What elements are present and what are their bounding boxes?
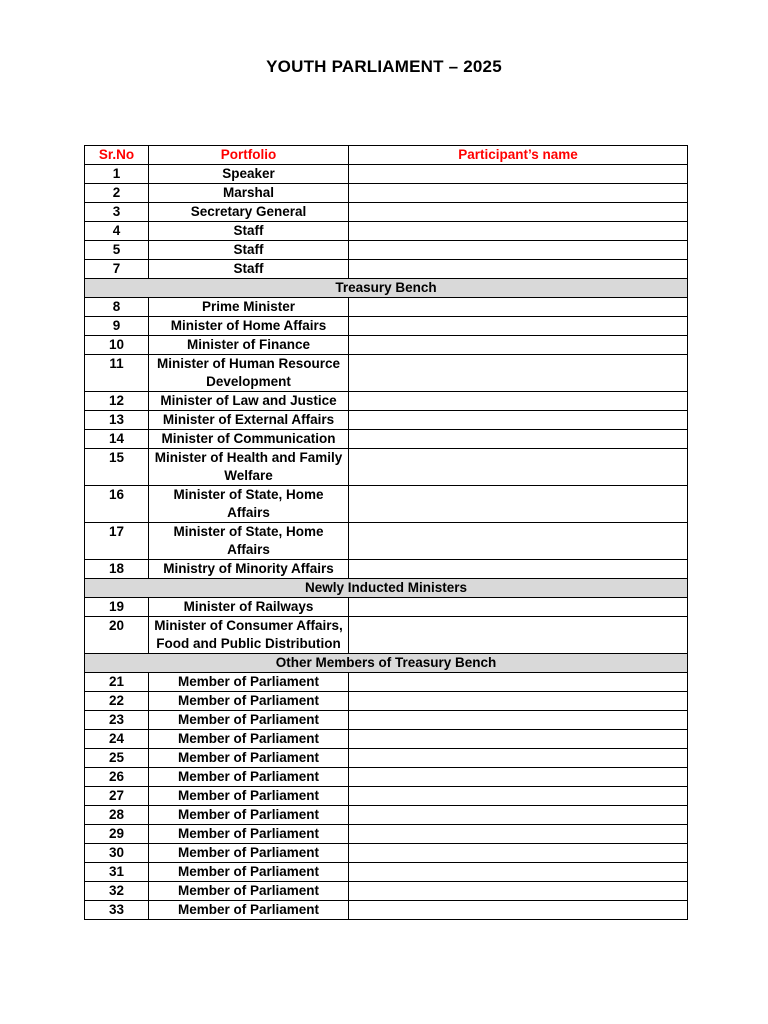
table-row <box>85 730 688 749</box>
table-row <box>85 355 688 392</box>
portfolio-cell: Member of Parliament <box>149 863 349 882</box>
participant-name-cell[interactable] <box>349 901 688 920</box>
participant-name-cell[interactable] <box>349 787 688 806</box>
header-portfolio: Portfolio <box>149 146 349 165</box>
sr-no-cell: 33 <box>85 901 149 920</box>
sr-no-cell: 23 <box>85 711 149 730</box>
sr-no-cell: 9 <box>85 317 149 336</box>
participant-name-cell[interactable] <box>349 806 688 825</box>
table-body <box>85 165 688 920</box>
participant-name-cell[interactable] <box>349 392 688 411</box>
portfolio-cell: Member of Parliament <box>149 730 349 749</box>
table-row <box>85 749 688 768</box>
portfolio-cell: Marshal <box>149 184 349 203</box>
portfolio-cell: Member of Parliament <box>149 673 349 692</box>
portfolio-cell: Member of Parliament <box>149 711 349 730</box>
portfolio-cell: Minister of Human Resource Development <box>149 355 349 392</box>
table-row <box>85 844 688 863</box>
sr-no-cell: 4 <box>85 222 149 241</box>
portfolio-cell: Member of Parliament <box>149 787 349 806</box>
table-row <box>85 392 688 411</box>
portfolio-cell: Minister of Communication <box>149 430 349 449</box>
participant-name-cell[interactable] <box>349 523 688 560</box>
table-row <box>85 222 688 241</box>
table-row <box>85 184 688 203</box>
participant-name-cell[interactable] <box>349 825 688 844</box>
participant-name-cell[interactable] <box>349 844 688 863</box>
sr-no-cell: 27 <box>85 787 149 806</box>
sr-no-cell: 22 <box>85 692 149 711</box>
header-sr-no: Sr.No <box>85 146 149 165</box>
table-row <box>85 241 688 260</box>
participant-name-cell[interactable] <box>349 430 688 449</box>
participant-name-cell[interactable] <box>349 165 688 184</box>
sr-no-cell: 18 <box>85 560 149 579</box>
table-row <box>85 673 688 692</box>
participant-name-cell[interactable] <box>349 617 688 654</box>
table-row <box>85 203 688 222</box>
portfolio-cell: Staff <box>149 260 349 279</box>
participant-name-cell[interactable] <box>349 486 688 523</box>
table-row <box>85 617 688 654</box>
sr-no-cell: 11 <box>85 355 149 392</box>
participant-name-cell[interactable] <box>349 184 688 203</box>
participant-name-cell[interactable] <box>349 560 688 579</box>
portfolio-cell: Member of Parliament <box>149 882 349 901</box>
sr-no-cell: 3 <box>85 203 149 222</box>
participant-name-cell[interactable] <box>349 298 688 317</box>
table-row <box>85 486 688 523</box>
table-row <box>85 806 688 825</box>
sr-no-cell: 1 <box>85 165 149 184</box>
portfolio-cell: Member of Parliament <box>149 806 349 825</box>
table-row <box>85 523 688 560</box>
portfolio-cell: Member of Parliament <box>149 825 349 844</box>
participant-name-cell[interactable] <box>349 730 688 749</box>
table-row <box>85 411 688 430</box>
table-row <box>85 560 688 579</box>
sr-no-cell: 17 <box>85 523 149 560</box>
sr-no-cell: 8 <box>85 298 149 317</box>
section-row <box>85 279 688 298</box>
table-row <box>85 430 688 449</box>
sr-no-cell: 12 <box>85 392 149 411</box>
participant-name-cell[interactable] <box>349 222 688 241</box>
sr-no-cell: 29 <box>85 825 149 844</box>
portfolio-cell: Minister of Finance <box>149 336 349 355</box>
table-row <box>85 165 688 184</box>
sr-no-cell: 26 <box>85 768 149 787</box>
portfolio-cell: Ministry of Minority Affairs <box>149 560 349 579</box>
participant-name-cell[interactable] <box>349 411 688 430</box>
portfolio-cell: Secretary General <box>149 203 349 222</box>
participant-name-cell[interactable] <box>349 882 688 901</box>
portfolio-cell: Minister of State, Home Affairs <box>149 523 349 560</box>
participants-table <box>84 145 688 920</box>
table-row <box>85 317 688 336</box>
portfolio-cell: Speaker <box>149 165 349 184</box>
sr-no-cell: 2 <box>85 184 149 203</box>
table-row <box>85 901 688 920</box>
sr-no-cell: 14 <box>85 430 149 449</box>
table-row <box>85 787 688 806</box>
portfolio-cell: Member of Parliament <box>149 844 349 863</box>
participant-name-cell[interactable] <box>349 673 688 692</box>
section-title: Other Members of Treasury Bench <box>85 654 688 673</box>
participant-name-cell[interactable] <box>349 449 688 486</box>
sr-no-cell: 10 <box>85 336 149 355</box>
table-row <box>85 449 688 486</box>
portfolio-cell: Staff <box>149 222 349 241</box>
page-title: YOUTH PARLIAMENT – 2025 <box>266 57 502 76</box>
participant-name-cell[interactable] <box>349 692 688 711</box>
section-row <box>85 654 688 673</box>
portfolio-cell: Minister of Consumer Affairs, Food and Public Distribution <box>149 617 349 654</box>
table-row <box>85 768 688 787</box>
participant-name-cell[interactable] <box>349 749 688 768</box>
portfolio-cell: Minister of Health and Family Welfare <box>149 449 349 486</box>
portfolio-cell: Member of Parliament <box>149 901 349 920</box>
sr-no-cell: 7 <box>85 260 149 279</box>
participant-name-cell[interactable] <box>349 203 688 222</box>
portfolio-cell: Minister of Law and Justice <box>149 392 349 411</box>
portfolio-cell: Prime Minister <box>149 298 349 317</box>
table-header-row <box>85 146 688 165</box>
portfolio-cell: Member of Parliament <box>149 749 349 768</box>
sr-no-cell: 13 <box>85 411 149 430</box>
portfolio-cell: Minister of External Affairs <box>149 411 349 430</box>
table-row <box>85 336 688 355</box>
participant-name-cell[interactable] <box>349 260 688 279</box>
sr-no-cell: 32 <box>85 882 149 901</box>
table-row <box>85 863 688 882</box>
participant-name-cell[interactable] <box>349 241 688 260</box>
participant-name-cell[interactable] <box>349 317 688 336</box>
sr-no-cell: 30 <box>85 844 149 863</box>
sr-no-cell: 28 <box>85 806 149 825</box>
participant-name-cell[interactable] <box>349 355 688 392</box>
table-row <box>85 298 688 317</box>
portfolio-cell: Member of Parliament <box>149 692 349 711</box>
section-title: Newly Inducted Ministers <box>85 579 688 598</box>
sr-no-cell: 16 <box>85 486 149 523</box>
portfolio-cell: Staff <box>149 241 349 260</box>
table-row <box>85 711 688 730</box>
portfolio-cell: Minister of Railways <box>149 598 349 617</box>
header-participant-name: Participant’s name <box>349 146 688 165</box>
table-row <box>85 692 688 711</box>
section-row <box>85 579 688 598</box>
table-row <box>85 825 688 844</box>
sr-no-cell: 21 <box>85 673 149 692</box>
participant-name-cell[interactable] <box>349 768 688 787</box>
portfolio-cell: Minister of State, Home Affairs <box>149 486 349 523</box>
participant-name-cell[interactable] <box>349 863 688 882</box>
portfolio-cell: Member of Parliament <box>149 768 349 787</box>
participant-name-cell[interactable] <box>349 336 688 355</box>
table-row <box>85 882 688 901</box>
participant-name-cell[interactable] <box>349 711 688 730</box>
sr-no-cell: 19 <box>85 598 149 617</box>
sr-no-cell: 25 <box>85 749 149 768</box>
portfolio-cell: Minister of Home Affairs <box>149 317 349 336</box>
sr-no-cell: 31 <box>85 863 149 882</box>
sr-no-cell: 5 <box>85 241 149 260</box>
table-row <box>85 260 688 279</box>
sr-no-cell: 24 <box>85 730 149 749</box>
participant-name-cell[interactable] <box>349 598 688 617</box>
sr-no-cell: 20 <box>85 617 149 654</box>
sr-no-cell: 15 <box>85 449 149 486</box>
section-title: Treasury Bench <box>85 279 688 298</box>
table-row <box>85 598 688 617</box>
